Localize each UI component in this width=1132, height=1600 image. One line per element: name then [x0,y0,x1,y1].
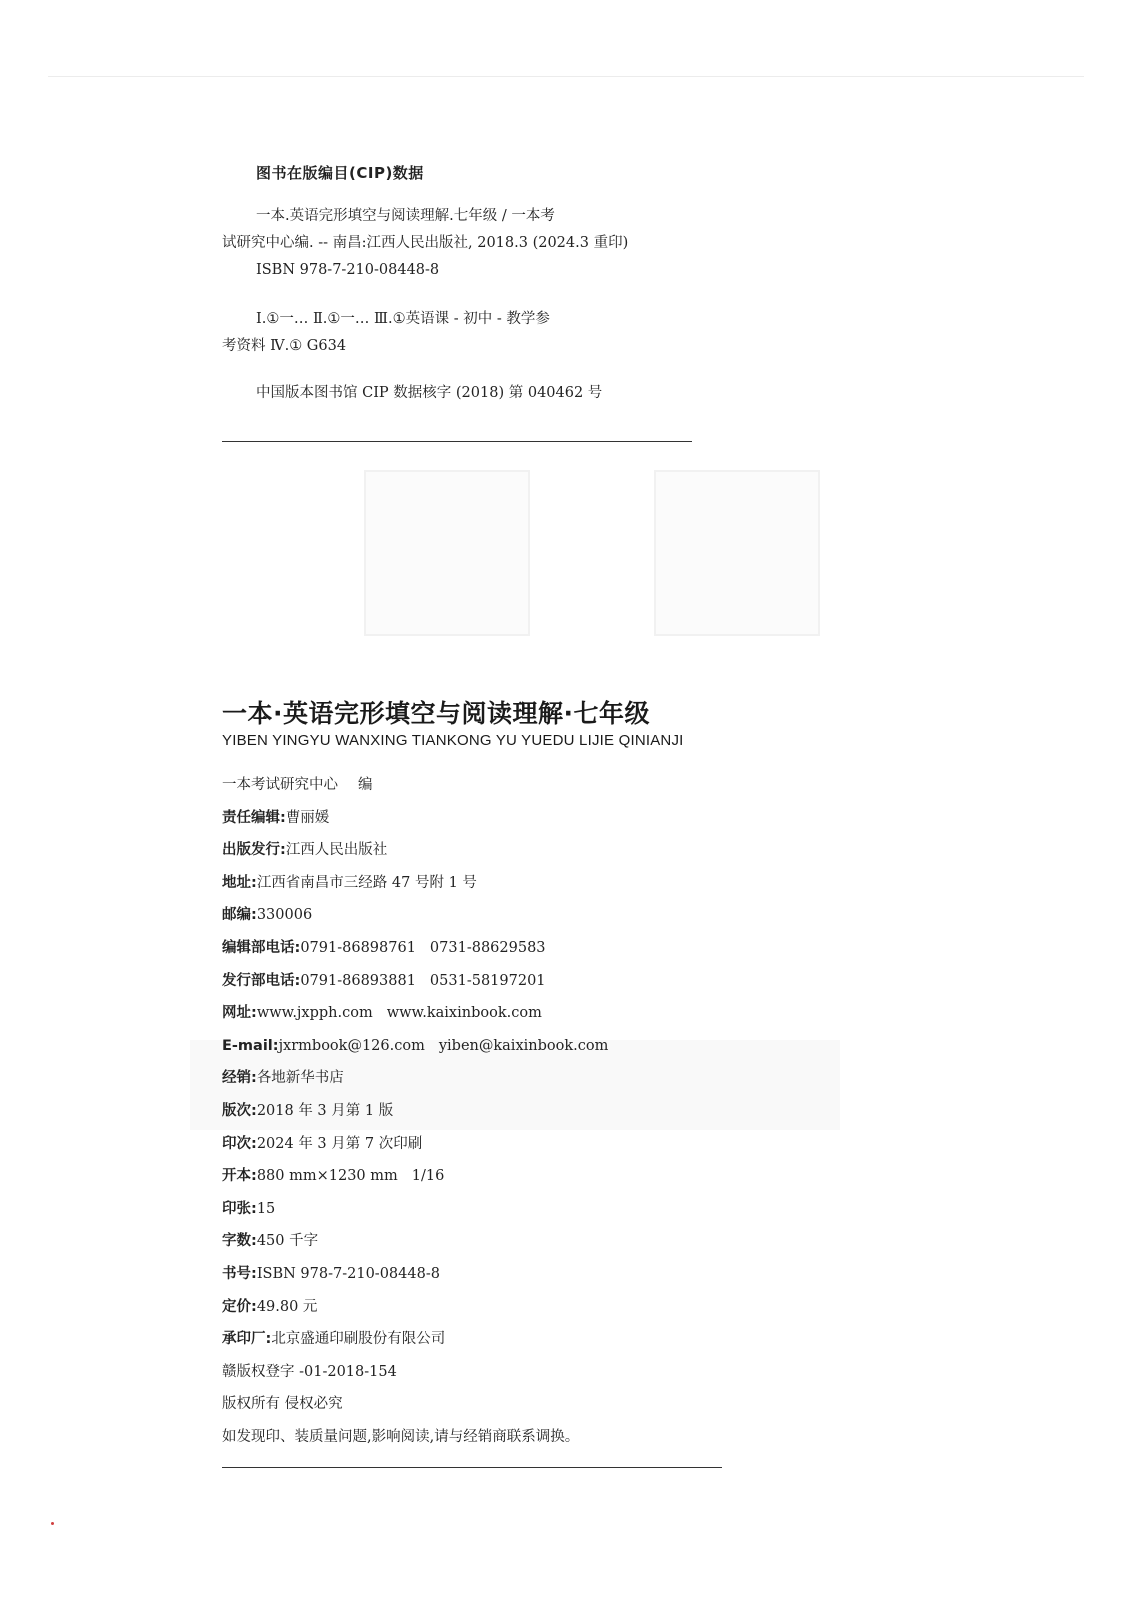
printing-value: 2024 年 3 月第 7 次印刷 [256,1135,423,1152]
website-row [222,1000,842,1033]
editor-value: 曹丽媛 [285,809,330,826]
sheets-label: 印张: [222,1200,257,1217]
email-row [222,1033,842,1066]
editorial-phone-row [222,935,842,968]
price-label: 定价: [222,1298,257,1315]
show-through-qr-left [364,470,530,636]
email-label: E-mail: [222,1037,279,1054]
website-1: www.jxpph.com [256,1005,373,1022]
cip-entry [222,203,702,284]
price-row [222,1294,842,1327]
editor-label: 责任编辑: [222,809,286,826]
words-label: 字数: [222,1233,257,1250]
isbn-row [222,1261,842,1294]
edition-row [222,1098,842,1131]
address-value: 江西省南昌市三经路 47 号附 1 号 [256,874,477,891]
printing-label: 印次: [222,1135,257,1152]
cip-class-line1: Ⅰ.①一… Ⅱ.①一… Ⅲ.①英语课 - 初中 - 教学参 [256,311,550,327]
book-title-pinyin: YIBEN YINGYU WANXING TIANKONG YU YUEDU LIJIE QINIANJI [222,732,684,749]
printing-row [222,1131,842,1164]
words-row [222,1228,842,1261]
printer-row [222,1326,842,1359]
publisher-row [222,837,842,870]
cip-divider [222,441,692,442]
bottom-divider [222,1467,722,1468]
email-1: jxrmbook@126.com [278,1037,425,1054]
book-title: 一本·英语完形填空与阅读理解·七年级 [222,699,650,728]
edition-value: 2018 年 3 月第 1 版 [256,1102,394,1119]
top-rule [48,76,1084,77]
postcode-label: 邮编: [222,907,257,924]
cip-isbn-line: ISBN 978-7-210-08448-8 [256,262,440,278]
compiler: 一本考试研究中心 [222,777,338,793]
editorial-phone-label: 编辑部电话: [222,939,301,956]
show-through-qr-right [654,470,820,636]
sales-phone-2: 0531-58197201 [429,972,546,989]
distributor-value: 各地新华书店 [256,1070,344,1087]
isbn-label: 书号: [222,1265,257,1282]
website-label: 网址: [222,1005,257,1022]
isbn-value: ISBN 978-7-210-08448-8 [256,1265,440,1282]
format-row [222,1163,842,1196]
distributor-label: 经销: [222,1070,257,1087]
cip-entry-line2: 试研究中心编. -- 南昌:江西人民出版社, 2018.3 (2024.3 重印) [222,235,629,251]
rights-statement: 版权所有 侵权必究 [222,1396,343,1413]
distributor-row [222,1065,842,1098]
price-value: 49.80 元 [256,1298,318,1315]
imprint-info [222,772,842,1456]
printer-value: 北京盛通印刷股份有限公司 [271,1331,446,1348]
editorial-phone-1: 0791-86898761 [300,939,416,956]
sheets-row [222,1196,842,1229]
sales-phone-row [222,968,842,1001]
format-fold: 1/16 [411,1168,445,1185]
publisher-label: 出版发行: [222,842,286,859]
postcode-row [222,902,842,935]
website-2: www.kaixinbook.com [386,1005,542,1022]
address-row [222,870,842,903]
postcode-value: 330006 [256,907,313,924]
cip-classification [222,306,702,360]
edition-label: 版次: [222,1102,257,1119]
email-2: yiben@kaixinbook.com [438,1037,609,1054]
compiler-role: 编 [358,777,373,793]
cip-class-line2: 考资料 Ⅳ.① G634 [222,338,347,354]
cip-block [222,162,702,407]
printer-label: 承印厂: [222,1331,272,1348]
editorial-phone-2: 0731-88629583 [429,939,546,956]
words-value: 450 千字 [256,1233,319,1250]
copyright-registration: 赣版权登字 -01-2018-154 [222,1363,397,1380]
editor-row [222,805,842,838]
publisher-value: 江西人民出版社 [285,842,388,859]
compiler-row [222,772,842,805]
format-value: 880 mm×1230 mm [256,1168,398,1185]
address-label: 地址: [222,874,257,891]
sales-phone-1: 0791-86893881 [300,972,416,989]
sheets-value: 15 [256,1200,276,1217]
sales-phone-label: 发行部电话: [222,972,301,989]
quality-notice: 如发现印、装质量问题,影响阅读,请与经销商联系调换。 [222,1428,580,1445]
format-label: 开本: [222,1168,257,1185]
cip-entry-line1: 一本.英语完形填空与阅读理解.七年级 / 一本考 [256,208,555,224]
cip-record-number: 中国版本图书馆 CIP 数据核字 (2018) 第 040462 号 [256,385,603,401]
cip-title: 图书在版编目(CIP)数据 [256,164,424,182]
scan-speck [51,1522,54,1525]
